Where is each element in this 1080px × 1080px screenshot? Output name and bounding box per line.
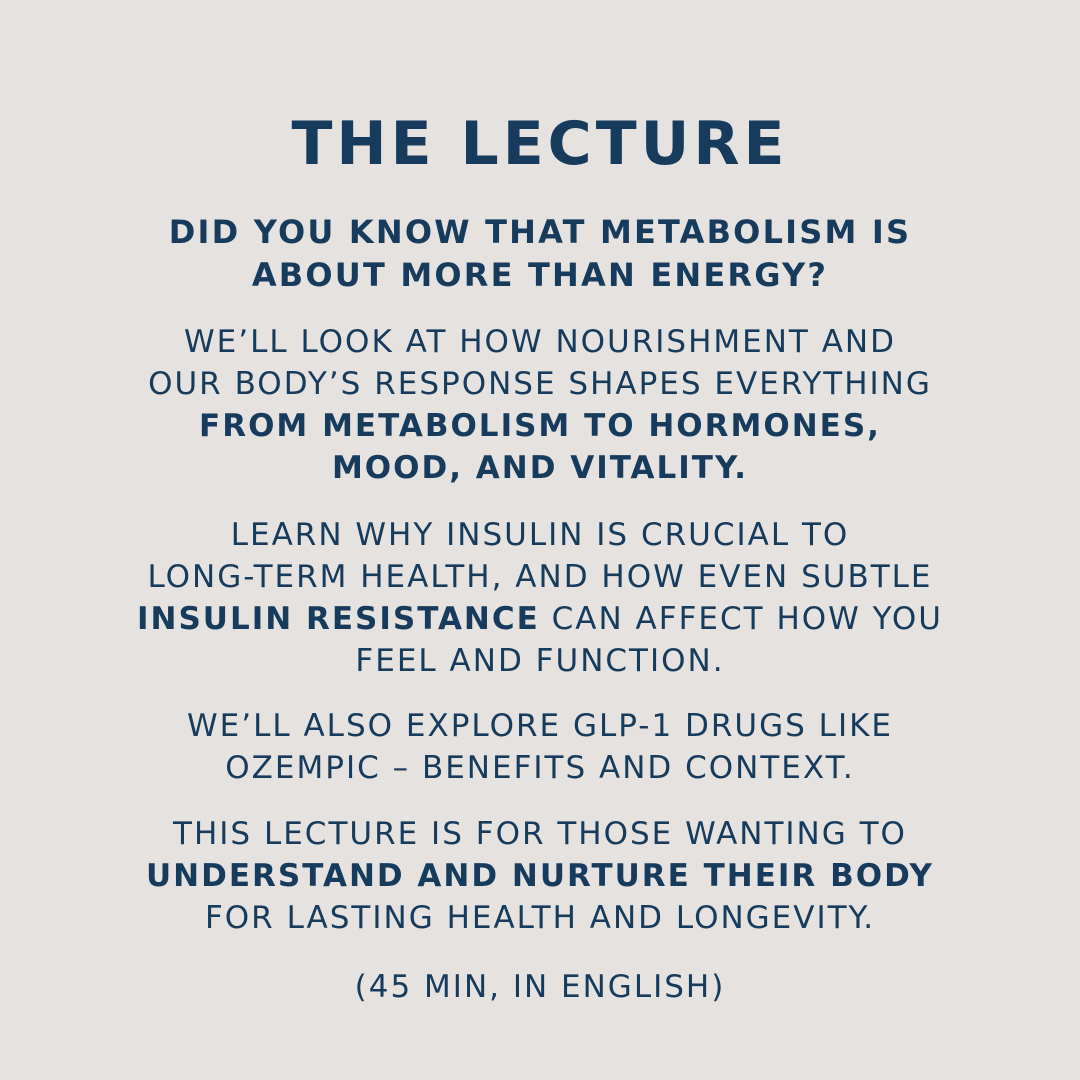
paragraph-2-line-3 (90, 598, 990, 640)
paragraph-1-line-4: MOOD, AND VITALITY. (331, 450, 749, 486)
lede-question (90, 211, 990, 297)
paragraph-4-line-1: THIS LECTURE IS FOR THOSE WANTING TO (173, 816, 907, 852)
footer-note: (45 MIN, IN ENGLISH) (354, 969, 726, 1005)
paragraph-1-line-2: OUR BODY’S RESPONSE SHAPES EVERYTHING (148, 366, 932, 402)
paragraph-4-line-2: UNDERSTAND AND NURTURE THEIR BODY (145, 858, 934, 894)
paragraph-2-line-1: LEARN WHY INSULIN IS CRUCIAL TO (230, 517, 850, 553)
paragraph-3-line-1: WE’LL ALSO EXPLORE GLP-1 DRUGS LIKE (186, 708, 893, 744)
paragraph-1-line-3: FROM METABOLISM TO HORMONES, (199, 408, 881, 444)
paragraph-nourishment (90, 321, 990, 489)
duration-language-note (90, 966, 990, 1008)
lede-line-2: ABOUT MORE THAN ENERGY? (251, 256, 829, 294)
paragraph-2-line-4: FEEL AND FUNCTION. (355, 643, 725, 679)
paragraph-4-line-3: FOR LASTING HEALTH AND LONGEVITY. (204, 900, 876, 936)
paragraph-audience (90, 813, 990, 939)
lede-line-1: DID YOU KNOW THAT METABOLISM IS (168, 213, 912, 251)
page-title: THE LECTURE (291, 109, 789, 179)
paragraph-glp1 (90, 705, 990, 789)
paragraph-3-line-2: OZEMPIC – BENEFITS AND CONTEXT. (225, 750, 855, 786)
paragraph-1-line-1: WE’LL LOOK AT HOW NOURISHMENT AND (184, 324, 896, 360)
insulin-resistance-highlight: INSULIN RESISTANCE (136, 601, 540, 637)
paragraph-insulin (90, 514, 990, 682)
paragraph-2-line-3-rest: CAN AFFECT HOW YOU (539, 601, 944, 637)
paragraph-2-line-2: LONG-TERM HEALTH, AND HOW EVEN SUBTLE (147, 559, 933, 595)
